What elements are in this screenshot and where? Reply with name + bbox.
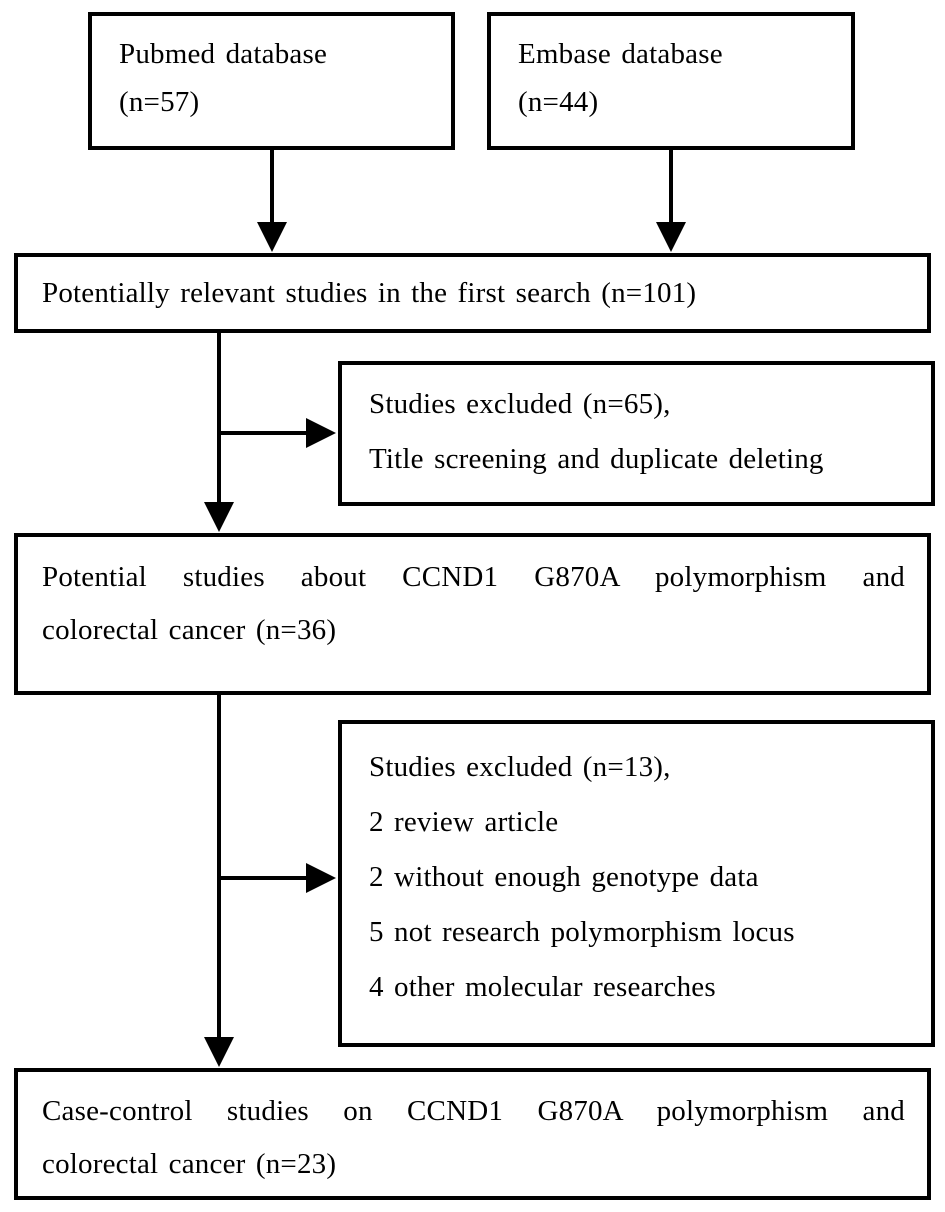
box-text-line: (n=44) xyxy=(518,86,599,118)
arrow-pubmed-to-first-search xyxy=(257,150,287,252)
pubmed-database-box xyxy=(88,12,455,150)
first-search-box xyxy=(14,253,931,333)
box-text-line: colorectal cancer (n=23) xyxy=(42,1148,337,1180)
embase-database-box xyxy=(487,12,855,150)
box-text-line: 5 not research polymorphism locus xyxy=(369,916,795,948)
arrow-potential-to-included xyxy=(204,695,234,1067)
box-text-line: Potential studies about CCND1 G870A polymorphism and xyxy=(42,561,905,593)
box-text-line: Case-control studies on CCND1 G870A polymorphism and xyxy=(42,1095,905,1127)
excluded-screening-box xyxy=(338,361,935,506)
included-studies-box xyxy=(14,1068,931,1200)
box-text-line: Embase database xyxy=(518,38,723,70)
box-text-line: 2 review article xyxy=(369,806,559,838)
arrow-first-search-to-potential xyxy=(204,333,234,532)
box-text-line: Studies excluded (n=13), xyxy=(369,751,671,783)
box-text-line: Title screening and duplicate deleting xyxy=(369,443,824,475)
box-text-line: 2 without enough genotype data xyxy=(369,861,759,893)
box-text-line: Pubmed database xyxy=(119,38,328,70)
arrow-embase-to-first-search xyxy=(656,150,686,252)
box-text-line: Potentially relevant studies in the first search (n=101) xyxy=(42,277,697,309)
excluded-fulltext-box xyxy=(338,720,935,1047)
arrow-branch-to-excluded-fulltext xyxy=(217,863,336,893)
box-text-line: 4 other molecular researches xyxy=(369,971,716,1003)
box-text-line: colorectal cancer (n=36) xyxy=(42,614,337,646)
box-text-line: Studies excluded (n=65), xyxy=(369,388,671,420)
box-text-line: (n=57) xyxy=(119,86,200,118)
potential-studies-box xyxy=(14,533,931,695)
arrow-branch-to-excluded-screening xyxy=(217,418,336,448)
